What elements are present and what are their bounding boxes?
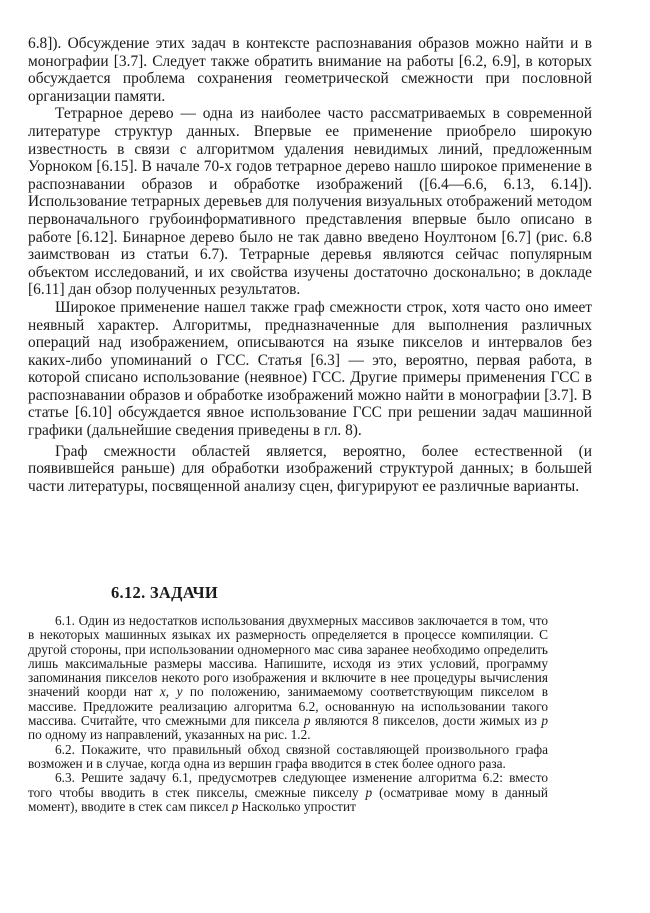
problem-text: по одному из направлений, указанных на рис. 1.2. — [28, 727, 311, 743]
paragraph-line-adjacency-graph: Широкое применение нашел также граф смежности строк, хотя часто оно имеет неявный характер. Алгоритмы, предназначенные для выполнения различных операций над изображением, описываются на языке пикселов и интервалов без каких-либо упоминаний о ГСС. Статья [6.3] — это, вероятно, первая работа, в которой списано использование (неявное) ГСС. Другие примеры применения ГСС в распознавании образов и обработке изображений можно найти в монографии [3.7]. В статье [6.10] обсуждается явное использование ГСС при решении задач машинной графики (дальнейшие сведения приведены в гл. 8). — [28, 298, 592, 440]
variable: p — [541, 713, 549, 729]
problem-6-2 — [28, 743, 548, 772]
section-heading: 6.12. ЗАДАЧИ — [111, 583, 219, 602]
paragraph-quadtree: Тетрарное дерево — одна из наиболее часто рассматриваемых в современной литературе структур данных. Впервые ее применение приобрело широкую известность в связи с алгоритмом удаления невидимых линий, предложенным Уорноком [6.15]. В начале 70-х годов тетрарное дерево нашло широкое применение в распознавании образов и обработке изображений ([6.4—6.6, 6.13, 6.14]). Использование тетрарных деревьев для получения визуальных отображений методом первоначального грубоинформативного представления впервые было описано в работе [6.12]. Бинарное дерево было не так давно введено Ноултоном [6.7] (рис. 6.8 заимствован из статьи 6.7). Тетрарные деревья являются сейчас популярным объектом исследований, и их свойства изучены достаточно досконально; в докладе [6.11] дан обзор полученных результатов. — [28, 105, 592, 299]
problem-text: по положению, занимаемому соответствующим пикселом в массиве. Предложите реализацию алгоритма 6.2, основанную на использовании такого массива. Считайте, что смежными для пиксела — [28, 684, 549, 729]
variable: p — [365, 784, 373, 800]
problem-text: Насколько упростит — [238, 798, 356, 814]
paragraph-region-adjacency-graph: Граф смежности областей является, вероятно, более естественной (и появившейся раньше) для обработки изображений структурой данных; в большей части литературы, посвященной анализу сцен, фигурируют ее различные варианты. — [28, 442, 592, 495]
problem-text: являются 8 пикселов, дости жимых из — [310, 713, 542, 729]
problem-text: 6.3. Решите задачу 6.1, предусмотрев следующее изменение алгоритма 6.2: вместо того чтобы вводить в стек пикселы, смежные пикселу — [28, 770, 548, 800]
problems-list — [28, 614, 548, 814]
problem-6-1 — [28, 614, 548, 743]
problem-text: 6.2. Покажите, что правильный обход связной составляющей произвольного графа возможен и в случае, когда одна из вершин графа вводится в стек более одного раза. — [28, 741, 548, 771]
problem-6-3 — [28, 771, 548, 814]
variable: x, y — [159, 684, 183, 700]
paragraph-continuation: 6.8]). Обсуждение этих задач в контексте распознавания образов можно найти и в монографии [3.7]. Следует также обратить внимание на работы [6.2, 6.9], в которых обсуждается проблема сохранения геометрической смежности при пословной организации памяти. — [28, 35, 592, 105]
variable: p — [303, 713, 311, 729]
main-text — [28, 35, 592, 495]
problem-text: (осматривае мому в данный момент), вводите в стек сам пиксел — [28, 784, 548, 814]
variable: p — [231, 798, 239, 814]
problem-text: 6.1. Один из недостатков использования двухмерных массивов заключается в том, что в некоторых машинных языках их размерность определяется в процессе компиляции. С другой стороны, при использовании одномерного мас сива заранее необходимо определить лишь максимальные размеры массива. Напишите, исходя из этих условий, программу запоминания пикселов некото рого изображения и включите в нее процедуры вычисления значений коорди нат — [28, 613, 548, 700]
